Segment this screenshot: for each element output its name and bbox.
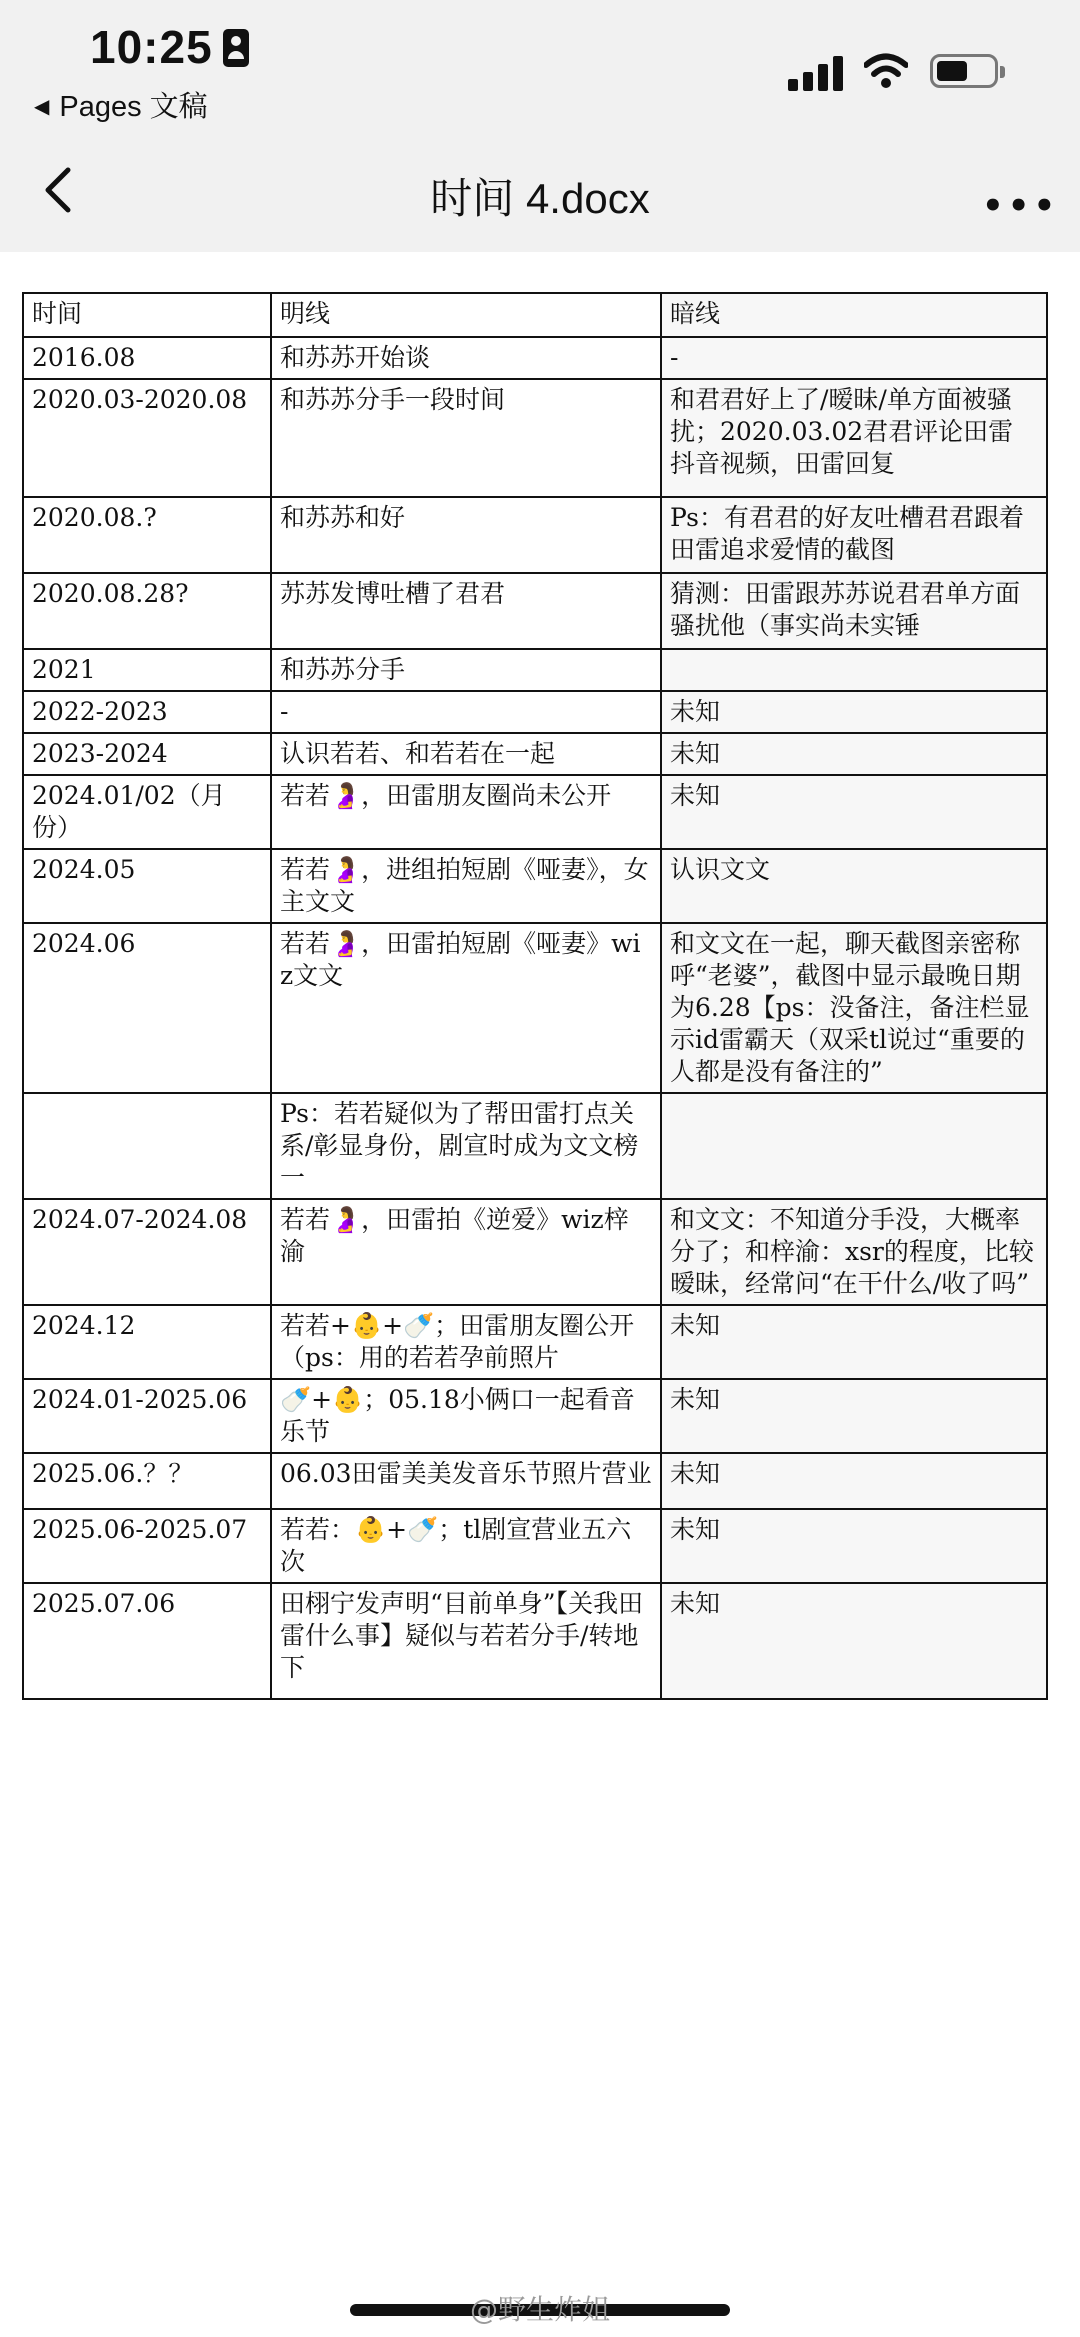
cell-mingxian: 若若🤰，田雷朋友圈尚未公开: [271, 775, 661, 849]
table-row: [23, 573, 1047, 649]
cell-time: 2024.12: [23, 1305, 271, 1379]
cell-mingxian: 田栩宁发声明“目前单身”【关我田雷什么事】疑似与若若分手/转地下: [271, 1583, 661, 1699]
cell-mingxian: 和苏苏和好: [271, 497, 661, 573]
cell-anxian: 未知: [661, 1509, 1047, 1583]
table-row: [23, 1305, 1047, 1379]
cell-anxian: 未知: [661, 1453, 1047, 1509]
cell-mingxian: 和苏苏开始谈: [271, 337, 661, 379]
cell-time: 2024.01/02（月份）: [23, 775, 271, 849]
cell-mingxian: Ps：若若疑似为了帮田雷打点关系/彰显身份，剧宣时成为文文榜一: [271, 1093, 661, 1199]
cell-anxian: 未知: [661, 1305, 1047, 1379]
cell-time: 2020.03-2020.08: [23, 379, 271, 497]
document-title: 时间 4.docx: [430, 175, 650, 222]
id-card-icon: [223, 29, 249, 67]
table-row: [23, 337, 1047, 379]
cell-anxian: 认识文文: [661, 849, 1047, 923]
cell-time: 2024.05: [23, 849, 271, 923]
cell-time: 2023-2024: [23, 733, 271, 775]
cell-mingxian: 06.03田雷美美发音乐节照片营业: [271, 1453, 661, 1509]
cell-time: 2020.08.28?: [23, 573, 271, 649]
cell-mingxian: 和苏苏分手: [271, 649, 661, 691]
cell-time: 时间: [23, 293, 271, 337]
cell-anxian: 未知: [661, 1379, 1047, 1453]
battery-icon: [930, 54, 998, 88]
table-row: [23, 1379, 1047, 1453]
cell-time: [23, 1093, 271, 1199]
cell-mingxian: 🍼+👶；05.18小俩口一起看音乐节: [271, 1379, 661, 1453]
top-header: [0, 0, 1080, 252]
cell-anxian: Ps：有君君的好友吐槽君君跟着田雷追求爱情的截图: [661, 497, 1047, 573]
back-to-app-link[interactable]: [34, 84, 208, 125]
table-row: [23, 649, 1047, 691]
cell-time: 2025.06.？？: [23, 1453, 271, 1509]
cell-anxian: 和君君好上了/暧昧/单方面被骚扰；2020.03.02君君评论田雷抖音视频，田雷回复: [661, 379, 1047, 497]
cell-anxian: 和文文在一起，聊天截图亲密称呼“老婆”，截图中显示最晚日期为6.28【ps：没备注，备注栏显示id雷霸天（双采tl说过“重要的人都是没有备注的”: [661, 923, 1047, 1093]
table-row: [23, 691, 1047, 733]
cell-mingxian: 若若+👶+🍼；田雷朋友圈公开（ps：用的若若孕前照片: [271, 1305, 661, 1379]
cell-time: 2025.06-2025.07: [23, 1509, 271, 1583]
more-icon[interactable]: •••: [982, 186, 1060, 226]
cell-mingxian: 若若：👶+🍼；tl剧宣营业五六次: [271, 1509, 661, 1583]
cell-anxian: 未知: [661, 733, 1047, 775]
cell-anxian: 暗线: [661, 293, 1047, 337]
table-row: [23, 923, 1047, 1093]
cell-anxian: [661, 649, 1047, 691]
cell-time: 2024.06: [23, 923, 271, 1093]
cell-mingxian: 若若🤰，进组拍短剧《哑妻》，女主文文: [271, 849, 661, 923]
cell-mingxian: 若若🤰，田雷拍《逆爱》wiz梓渝: [271, 1199, 661, 1305]
watermark: @野生炸姐: [470, 2293, 611, 2326]
cell-mingxian: 明线: [271, 293, 661, 337]
table-row: [23, 849, 1047, 923]
cell-anxian: 未知: [661, 775, 1047, 849]
cell-time: 2020.08.?: [23, 497, 271, 573]
cell-mingxian: 若若🤰，田雷拍短剧《哑妻》wiz文文: [271, 923, 661, 1093]
cell-anxian: [661, 1093, 1047, 1199]
status-time: 10:25: [90, 20, 249, 74]
cell-anxian: 未知: [661, 691, 1047, 733]
back-app-label: Pages 文稿: [59, 91, 208, 123]
cell-anxian: 猜测：田雷跟苏苏说君君单方面骚扰他（事实尚未实锤: [661, 573, 1047, 649]
cell-time: 2021: [23, 649, 271, 691]
table-row: [23, 1509, 1047, 1583]
table-row: [23, 775, 1047, 849]
cell-time: 2024.01-2025.06: [23, 1379, 271, 1453]
table-row: [23, 1583, 1047, 1699]
table-row: [23, 1199, 1047, 1305]
cell-anxian: 和文文：不知道分手没，大概率分了；和梓渝：xsr的程度，比较暧昧，经常问“在干什么/收了吗”: [661, 1199, 1047, 1305]
cell-time: 2024.07-2024.08: [23, 1199, 271, 1305]
table-row: [23, 1093, 1047, 1199]
cell-time: 2022-2023: [23, 691, 271, 733]
cell-mingxian: -: [271, 691, 661, 733]
table-row: [23, 1453, 1047, 1509]
table-row: [23, 497, 1047, 573]
document-table: [22, 292, 1048, 1700]
signal-icon: [788, 55, 844, 91]
cell-mingxian: 苏苏发博吐槽了君君: [271, 573, 661, 649]
cell-anxian: -: [661, 337, 1047, 379]
table-row: [23, 379, 1047, 497]
table-header-row: [23, 293, 1047, 337]
cell-mingxian: 和苏苏分手一段时间: [271, 379, 661, 497]
back-triangle-icon: ◀: [34, 96, 50, 118]
cell-time: 2016.08: [23, 337, 271, 379]
cell-time: 2025.07.06: [23, 1583, 271, 1699]
cell-anxian: 未知: [661, 1583, 1047, 1699]
cell-mingxian: 认识若若、和若若在一起: [271, 733, 661, 775]
table-row: [23, 733, 1047, 775]
wifi-icon: [864, 52, 908, 90]
